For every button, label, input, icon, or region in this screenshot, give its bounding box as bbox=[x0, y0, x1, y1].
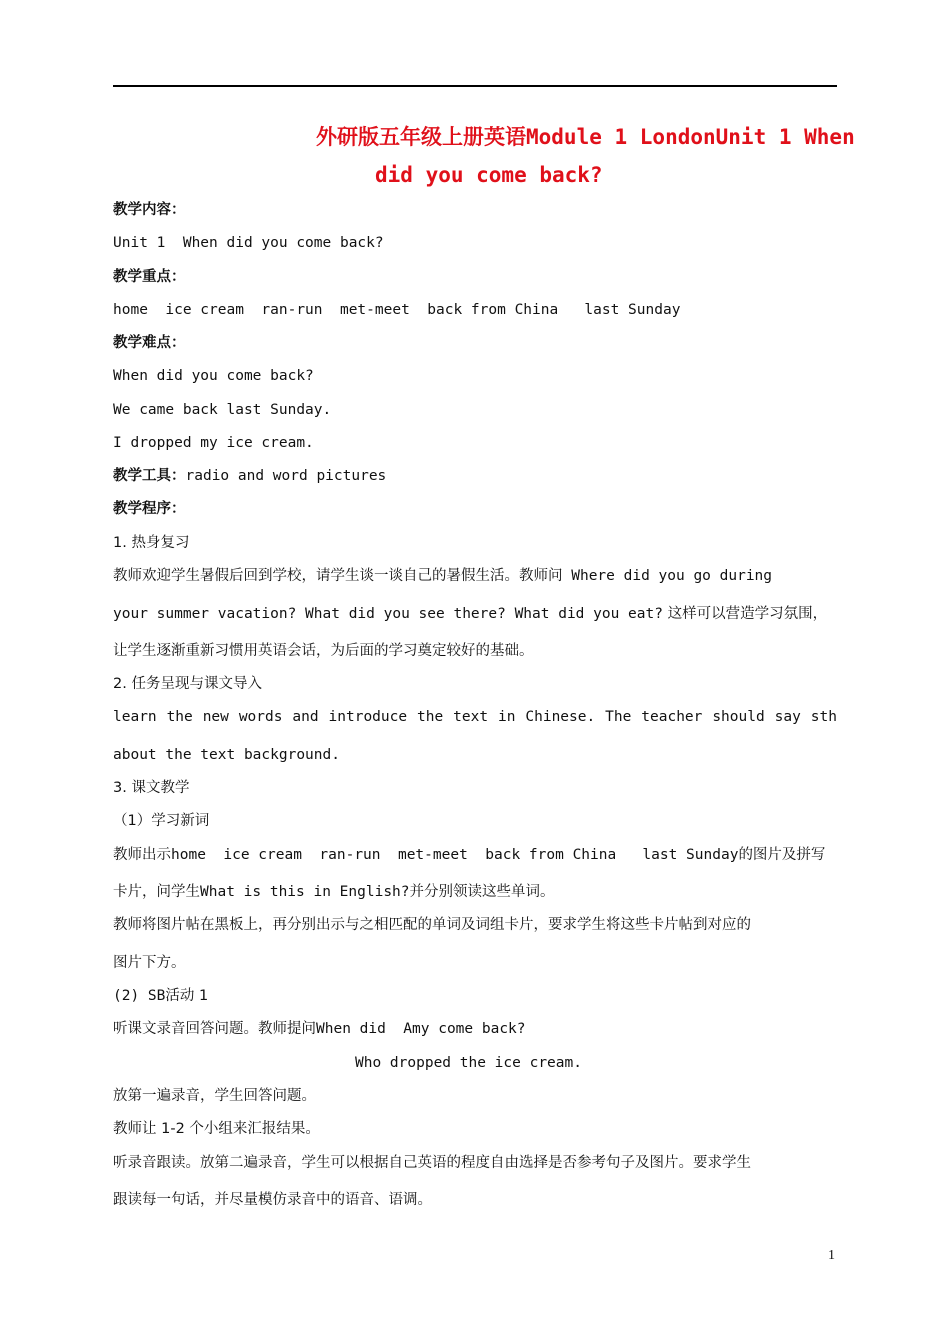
difficulty-line-2: We came back last Sunday. bbox=[113, 402, 332, 418]
step3-para-line4: 图片下方。 bbox=[113, 955, 186, 971]
step1-para-line2: your summer vacation? What did you see there? What did you eat? 这样可以营造学习氛围， bbox=[113, 606, 828, 622]
page-number: 1 bbox=[828, 1248, 835, 1263]
content-heading: 教学内容： bbox=[113, 202, 186, 218]
step3-para-line5: 听课文录音回答问题。教师提问When did Amy come back? bbox=[113, 1021, 526, 1037]
step3-sub1: （1）学习新词 bbox=[113, 813, 210, 829]
step2-word: The bbox=[605, 709, 632, 725]
step2-word: Chinese. bbox=[525, 709, 596, 725]
key-points-heading: 教学重点： bbox=[113, 269, 186, 285]
step3-para-line8: 教师让 1-2 个小组来汇报结果。 bbox=[113, 1121, 320, 1137]
step2-word: should bbox=[712, 709, 765, 725]
step3-para-line9: 听录音跟读。放第二遍录音，学生可以根据自己英语的程度自由选择是否参考句子及图片。要求学生 bbox=[113, 1155, 751, 1171]
step2-word: and bbox=[292, 709, 319, 725]
step3-para-line2: 卡片，问学生What is this in English?并分别领读这些单词。 bbox=[113, 884, 555, 900]
step2-title: 2. 任务呈现与课文导入 bbox=[113, 676, 262, 692]
step3-para-line7: 放第一遍录音，学生回答问题。 bbox=[113, 1088, 316, 1104]
procedure-heading: 教学程序： bbox=[113, 501, 186, 517]
step1-para-line3: 让学生逐渐重新习惯用英语会话，为后面的学习奠定较好的基础。 bbox=[113, 643, 534, 659]
step2-word: introduce bbox=[328, 709, 408, 725]
step1-para-line1: 教师欢迎学生暑假后回到学校，请学生谈一谈自己的暑假生活。教师问 Where did you go during bbox=[113, 568, 773, 584]
step2-word: say bbox=[774, 709, 801, 725]
key-points-text: home ice cream ran-run met-meet back from China last Sunday bbox=[113, 302, 681, 318]
step3-para-line1: 教师出示home ice cream ran-run met-meet back from China last Sunday的图片及拼写 bbox=[113, 847, 826, 863]
content-text: Unit 1 When did you come back? bbox=[113, 235, 384, 251]
tools-line: 教学工具：radio and word pictures bbox=[113, 468, 387, 484]
header-rule bbox=[113, 85, 837, 87]
step1-title: 1. 热身复习 bbox=[113, 535, 190, 551]
step2-para-line1 bbox=[113, 707, 837, 727]
difficulty-line-1: When did you come back? bbox=[113, 368, 314, 384]
step3-para-line6: Who dropped the ice cream. bbox=[355, 1055, 582, 1071]
step2-word: teacher bbox=[641, 709, 703, 725]
difficulties-heading: 教学难点： bbox=[113, 335, 186, 351]
step2-word: in bbox=[498, 709, 516, 725]
step3-sub2: (2) SB活动 1 bbox=[113, 988, 209, 1004]
step3-title: 3. 课文教学 bbox=[113, 780, 190, 796]
step2-word: the bbox=[166, 709, 193, 725]
step2-word: new bbox=[202, 709, 229, 725]
step2-para-line2: about the text background. bbox=[113, 747, 340, 763]
step2-word: text bbox=[453, 709, 489, 725]
step2-word: words bbox=[238, 709, 283, 725]
step3-para-line3: 教师将图片帖在黑板上，再分别出示与之相匹配的单词及词组卡片，要求学生将这些卡片帖到对应的 bbox=[113, 917, 751, 933]
document-title-line1: 外研版五年级上册英语Module 1 LondonUnit 1 When bbox=[316, 125, 855, 149]
step2-word: learn bbox=[113, 709, 157, 725]
step2-word: the bbox=[417, 709, 444, 725]
step3-para-line10: 跟读每一句话，并尽量模仿录音中的语音、语调。 bbox=[113, 1192, 432, 1208]
difficulty-line-3: I dropped my ice cream. bbox=[113, 435, 314, 451]
document-title-line2: did you come back? bbox=[375, 163, 603, 187]
step2-word: sth bbox=[810, 709, 837, 725]
